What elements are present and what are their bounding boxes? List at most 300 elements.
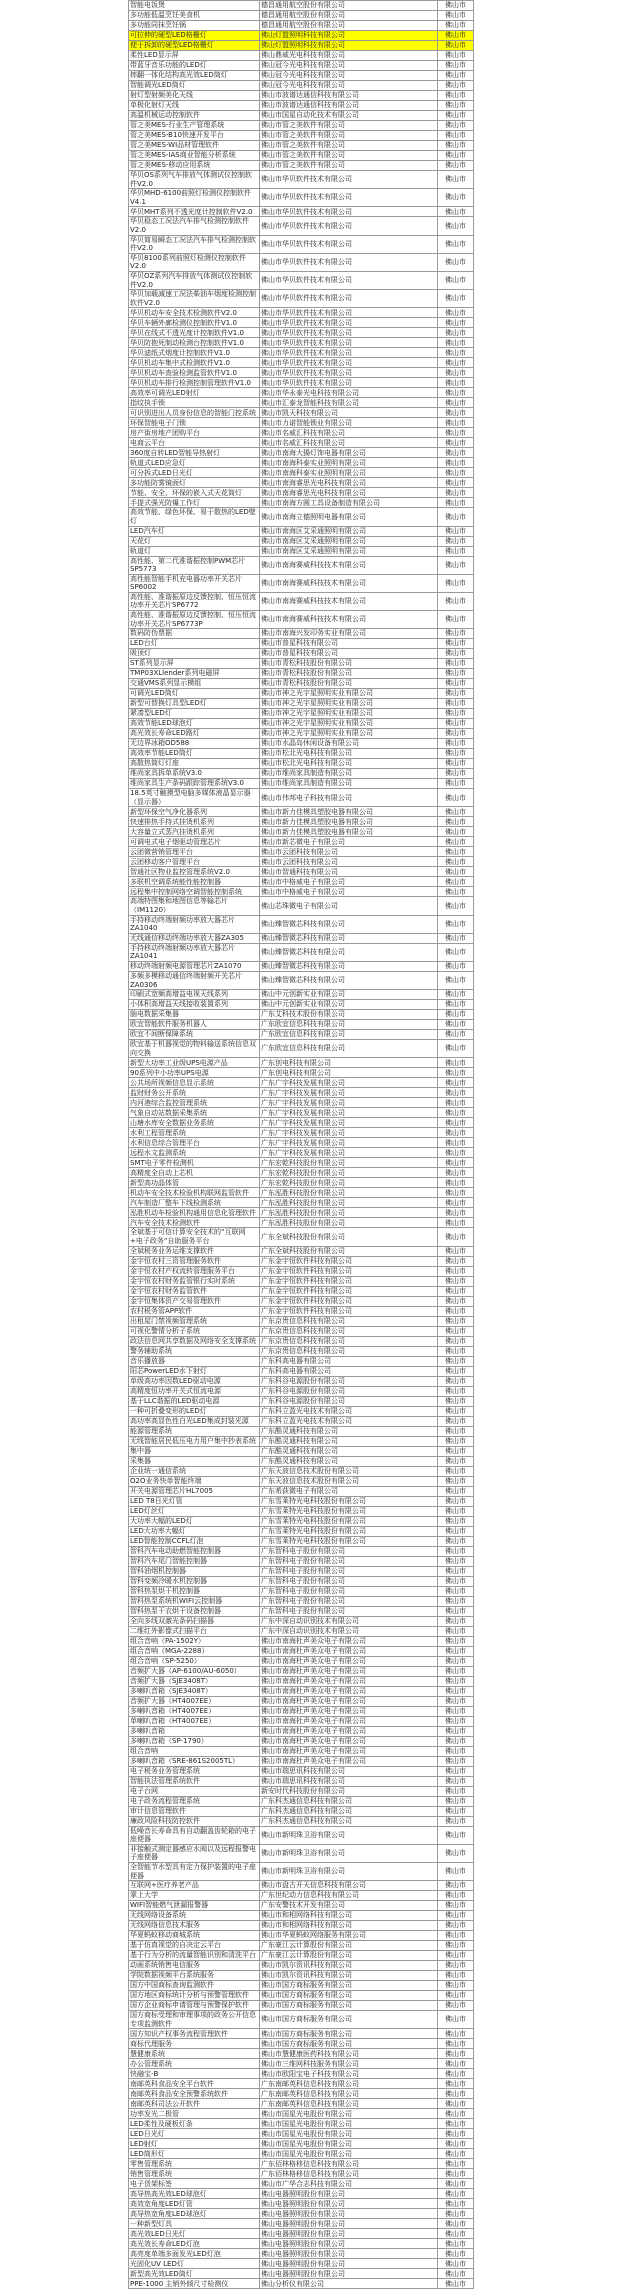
- product-name-cell[interactable]: 华贝机动车集中式检测软件V1.0: [129, 358, 260, 368]
- company-name-cell[interactable]: 佛山电器照明股份有限公司: [260, 2209, 438, 2219]
- city-cell[interactable]: 佛山市: [438, 1416, 474, 1426]
- city-cell[interactable]: 佛山市: [438, 1901, 474, 1911]
- product-name-cell[interactable]: 高导热宽角度LED球泡灯: [129, 2209, 260, 2219]
- city-cell[interactable]: 佛山市: [438, 1746, 474, 1756]
- product-name-cell[interactable]: 华贝机动车排行检测控制管理软件V1.0: [129, 378, 260, 388]
- product-name-cell[interactable]: 国方企业商标申请管理与预警保护软件: [129, 2001, 260, 2011]
- product-name-cell[interactable]: 欧宜不间断保障系统: [129, 1030, 260, 1040]
- product-name-cell[interactable]: WIFI智能燃气泄漏报警器: [129, 1901, 260, 1911]
- product-name-cell[interactable]: 轨道式LED应急灯: [129, 458, 260, 468]
- company-name-cell[interactable]: 广东世纪动力信息科技有限公司: [260, 1891, 438, 1901]
- product-name-cell[interactable]: 一种可折叠变形的LED灯: [129, 1406, 260, 1416]
- product-name-cell[interactable]: 新型大功率工业级UPS电源产品: [129, 1058, 260, 1068]
- product-name-cell[interactable]: 便于拆卸的硬型LED格栅灯: [129, 41, 260, 51]
- city-cell[interactable]: 佛山市: [438, 448, 474, 458]
- city-cell[interactable]: 佛山市: [438, 2249, 474, 2259]
- company-name-cell[interactable]: 佛山市青松科技股份有限公司: [260, 659, 438, 669]
- city-cell[interactable]: 佛山市: [438, 388, 474, 398]
- company-name-cell[interactable]: 佛山市国方商标服务有限公司: [260, 2001, 438, 2011]
- city-cell[interactable]: 佛山市: [438, 2059, 474, 2069]
- company-name-cell[interactable]: 佛山市水晶岛休闲设备有限公司: [260, 739, 438, 749]
- city-cell[interactable]: 佛山市: [438, 428, 474, 438]
- city-cell[interactable]: 佛山市: [438, 837, 474, 847]
- company-name-cell[interactable]: 佛山市国星自动化技术有限公司: [260, 111, 438, 121]
- company-name-cell[interactable]: 广东金宇恒软件科技有限公司: [260, 1266, 438, 1276]
- city-cell[interactable]: 佛山市: [438, 235, 474, 253]
- product-name-cell[interactable]: 互联网+医疗养老产品: [129, 1881, 260, 1891]
- company-name-cell[interactable]: 广东科立盈光电技术有限公司: [260, 1416, 438, 1426]
- city-cell[interactable]: 佛山市: [438, 1971, 474, 1981]
- product-name-cell[interactable]: 印刷式宽频高增益电视天线系列: [129, 990, 260, 1000]
- company-name-cell[interactable]: 佛山市南海区艾采通照明有限公司: [260, 526, 438, 536]
- product-name-cell[interactable]: SMT电子零件检测机: [129, 1158, 260, 1168]
- product-name-cell[interactable]: 脑电数据采集器: [129, 1010, 260, 1020]
- company-name-cell[interactable]: 佛山冠今光电科技有限公司: [260, 71, 438, 81]
- product-name-cell[interactable]: 高效率可调光LED射灯: [129, 388, 260, 398]
- company-name-cell[interactable]: 广东豪江云计算股份有限公司: [260, 1951, 438, 1961]
- product-name-cell[interactable]: 数码防伪票据: [129, 629, 260, 639]
- company-name-cell[interactable]: 佛山市瑞思讯科技有限公司: [260, 1776, 438, 1786]
- city-cell[interactable]: 佛山市: [438, 1891, 474, 1901]
- city-cell[interactable]: 佛山市: [438, 1118, 474, 1128]
- product-name-cell[interactable]: 大容量立式蒸汽挂烫机系列: [129, 827, 260, 837]
- city-cell[interactable]: 佛山市: [438, 1188, 474, 1198]
- city-cell[interactable]: 佛山市: [438, 1068, 474, 1078]
- company-name-cell[interactable]: 佛山市华贝软件技术有限公司: [260, 189, 438, 207]
- product-name-cell[interactable]: 管之美MES-B10快速开发平台: [129, 131, 260, 141]
- product-name-cell[interactable]: 水利信息综合管理平台: [129, 1138, 260, 1148]
- city-cell[interactable]: 佛山市: [438, 1198, 474, 1208]
- company-name-cell[interactable]: 佛山市盘古开天信息科技有限公司: [260, 1881, 438, 1891]
- company-name-cell[interactable]: 佛山市国星光电股份有限公司: [260, 2129, 438, 2139]
- city-cell[interactable]: 佛山市: [438, 21, 474, 31]
- product-name-cell[interactable]: 房产街房地产团购平台: [129, 428, 260, 438]
- city-cell[interactable]: 佛山市: [438, 1676, 474, 1686]
- company-name-cell[interactable]: 佛山市南海杜声美众电子有限公司: [260, 1656, 438, 1666]
- product-name-cell[interactable]: 高精度全自动上芯机: [129, 1168, 260, 1178]
- company-name-cell[interactable]: 广东艾科技术股份有限公司: [260, 1010, 438, 1020]
- city-cell[interactable]: 佛山市: [438, 290, 474, 308]
- city-cell[interactable]: 佛山市: [438, 1666, 474, 1676]
- company-name-cell[interactable]: 佛山电器照明股份有限公司: [260, 2199, 438, 2209]
- city-cell[interactable]: 佛山市: [438, 91, 474, 101]
- product-name-cell[interactable]: 高效节能、绿色环保、易于散热的LED壁灯: [129, 508, 260, 526]
- company-name-cell[interactable]: 佛山市南海杜声美众电子有限公司: [260, 1746, 438, 1756]
- company-name-cell[interactable]: 广东泓胜科技股份有限公司: [260, 1208, 438, 1218]
- product-name-cell[interactable]: 维尚家具生产条码跟踪管理系统V3.0: [129, 779, 260, 789]
- city-cell[interactable]: 佛山市: [438, 1306, 474, 1316]
- company-name-cell[interactable]: 广东智科电子股份有限公司: [260, 1606, 438, 1616]
- city-cell[interactable]: 佛山市: [438, 2159, 474, 2169]
- city-cell[interactable]: 佛山市: [438, 1256, 474, 1266]
- company-name-cell[interactable]: 佛山市南海科泰实业照明有限公司: [260, 458, 438, 468]
- company-name-cell[interactable]: 佛山臻智微芯科技有限公司: [260, 972, 438, 990]
- city-cell[interactable]: 佛山市: [438, 990, 474, 1000]
- product-name-cell[interactable]: 开关电源管理芯片HL7005: [129, 1486, 260, 1496]
- product-name-cell[interactable]: 高导热高光效LED球泡灯: [129, 2189, 260, 2199]
- city-cell[interactable]: 佛山市: [438, 1941, 474, 1951]
- company-name-cell[interactable]: 佛山电器照明股份有限公司: [260, 2219, 438, 2229]
- company-name-cell[interactable]: 广东金宇恒软件科技有限公司: [260, 1306, 438, 1316]
- product-name-cell[interactable]: 电子政务流程管理系统: [129, 1796, 260, 1806]
- company-name-cell[interactable]: 佛山电器照明股份有限公司: [260, 2249, 438, 2259]
- company-name-cell[interactable]: 广东智科电子股份有限公司: [260, 1546, 438, 1556]
- company-name-cell[interactable]: 广东智科电子股份有限公司: [260, 1566, 438, 1576]
- product-name-cell[interactable]: 智科热泵干衣烘干设备控制器: [129, 1606, 260, 1616]
- product-name-cell[interactable]: 智科汽车尾门智能控制器: [129, 1556, 260, 1566]
- city-cell[interactable]: 佛山市: [438, 1078, 474, 1088]
- city-cell[interactable]: 佛山市: [438, 1626, 474, 1636]
- city-cell[interactable]: 佛山市: [438, 1921, 474, 1931]
- company-name-cell[interactable]: 广东京贵信息科技有限公司: [260, 1336, 438, 1346]
- city-cell[interactable]: 佛山市: [438, 378, 474, 388]
- city-cell[interactable]: 佛山市: [438, 1058, 474, 1068]
- company-name-cell[interactable]: 广东广宇科技发展有限公司: [260, 1088, 438, 1098]
- city-cell[interactable]: 佛山市: [438, 2209, 474, 2219]
- company-name-cell[interactable]: 佛山市南海杜声美众电子有限公司: [260, 1756, 438, 1766]
- city-cell[interactable]: 佛山市: [438, 171, 474, 189]
- product-name-cell[interactable]: 高效宽角度LED灯管: [129, 2199, 260, 2209]
- city-cell[interactable]: 佛山市: [438, 1426, 474, 1436]
- company-name-cell[interactable]: 佛山市南海赛威科技技术有限公司: [260, 556, 438, 574]
- product-name-cell[interactable]: 办公管理系统: [129, 2059, 260, 2069]
- company-name-cell[interactable]: 佛山市汇泰龙智能科技有限公司: [260, 398, 438, 408]
- company-name-cell[interactable]: 广东天波信息技术股份有限公司: [260, 1476, 438, 1486]
- company-name-cell[interactable]: 广东科杰通信息科技有限公司: [260, 1816, 438, 1826]
- city-cell[interactable]: 佛山市: [438, 847, 474, 857]
- city-cell[interactable]: 佛山市: [438, 699, 474, 709]
- company-name-cell[interactable]: 佛山臻智微芯科技有限公司: [260, 962, 438, 972]
- product-name-cell[interactable]: 华贝OS系列气车排放气体测试仪控制软件V2.0: [129, 171, 260, 189]
- city-cell[interactable]: 佛山市: [438, 368, 474, 378]
- company-name-cell[interactable]: 佛山市南海科泰实业照明有限公司: [260, 468, 438, 478]
- company-name-cell[interactable]: 佛山市华贝软件技术有限公司: [260, 207, 438, 217]
- product-name-cell[interactable]: 高性能、准谐振原边反馈控制、恒压恒流功率开关芯片SP6772: [129, 592, 260, 610]
- city-cell[interactable]: 佛山市: [438, 1796, 474, 1806]
- company-name-cell[interactable]: 佛山冠今光电科技有限公司: [260, 61, 438, 71]
- product-name-cell[interactable]: 音乐播放器: [129, 1356, 260, 1366]
- city-cell[interactable]: 佛山市: [438, 556, 474, 574]
- company-name-cell[interactable]: 佛山电器照明股份有限公司: [260, 2189, 438, 2199]
- company-name-cell[interactable]: 广东希荻微电子有限公司: [260, 1486, 438, 1496]
- company-name-cell[interactable]: 广东智科电子股份有限公司: [260, 1596, 438, 1606]
- product-name-cell[interactable]: 多功能同抹烹饪锅: [129, 21, 260, 31]
- company-name-cell[interactable]: 广东雪莱特光电科技股份有限公司: [260, 1536, 438, 1546]
- product-name-cell[interactable]: 快速排热手持式挂烫机系列: [129, 817, 260, 827]
- city-cell[interactable]: 佛山市: [438, 161, 474, 171]
- company-name-cell[interactable]: 广东智科电子股份有限公司: [260, 1576, 438, 1586]
- city-cell[interactable]: 佛山市: [438, 1646, 474, 1656]
- city-cell[interactable]: 佛山市: [438, 338, 474, 348]
- product-name-cell[interactable]: 智科变频冷暖水机控制器: [129, 1576, 260, 1586]
- city-cell[interactable]: 佛山市: [438, 1228, 474, 1246]
- product-name-cell[interactable]: 金宇恒农村产权流转管理服务平台: [129, 1266, 260, 1276]
- company-name-cell[interactable]: 佛山市青松科技股份有限公司: [260, 679, 438, 689]
- product-name-cell[interactable]: 360度自转LED智能导热射灯: [129, 448, 260, 458]
- city-cell[interactable]: 佛山市: [438, 1476, 474, 1486]
- city-cell[interactable]: 佛山市: [438, 121, 474, 131]
- city-cell[interactable]: 佛山市: [438, 1606, 474, 1616]
- product-name-cell[interactable]: 无线智能居民低压电力用户集中抄表系统: [129, 1436, 260, 1446]
- product-name-cell[interactable]: LED智能控制CCFL灯泡: [129, 1536, 260, 1546]
- city-cell[interactable]: 佛山市: [438, 915, 474, 933]
- product-name-cell[interactable]: 智能执法管理系统软件: [129, 1776, 260, 1786]
- company-name-cell[interactable]: 佛山市松北光电科技有限公司: [260, 759, 438, 769]
- city-cell[interactable]: 佛山市: [438, 877, 474, 887]
- company-name-cell[interactable]: 佛山市华夏蚂蚁网络服务有限公司: [260, 1931, 438, 1941]
- city-cell[interactable]: 佛山市: [438, 1010, 474, 1020]
- product-name-cell[interactable]: 山塘水库安全数据业务系统: [129, 1118, 260, 1128]
- product-name-cell[interactable]: 出租屋门禁视频管理系统: [129, 1316, 260, 1326]
- product-name-cell[interactable]: 水利工程管理系统: [129, 1128, 260, 1138]
- city-cell[interactable]: 佛山市: [438, 1, 474, 11]
- company-name-cell[interactable]: 佛山市南海杜声美众电子有限公司: [260, 1646, 438, 1656]
- product-name-cell[interactable]: LED射灯: [129, 2139, 260, 2149]
- city-cell[interactable]: 佛山市: [438, 789, 474, 807]
- company-name-cell[interactable]: 广东科杰通信息科技有限公司: [260, 1796, 438, 1806]
- company-name-cell[interactable]: 佛山市华贝软件技术有限公司: [260, 358, 438, 368]
- city-cell[interactable]: 佛山市: [438, 1466, 474, 1476]
- product-name-cell[interactable]: 新型高功晶体管: [129, 1178, 260, 1188]
- product-name-cell[interactable]: 天花灯: [129, 536, 260, 546]
- company-name-cell[interactable]: 佛山市南海睿思光电科技有限公司: [260, 478, 438, 488]
- company-name-cell[interactable]: 佛山灯盟照明科技有限公司: [260, 31, 438, 41]
- city-cell[interactable]: 佛山市: [438, 817, 474, 827]
- city-cell[interactable]: 佛山市: [438, 1826, 474, 1844]
- city-cell[interactable]: 佛山市: [438, 1816, 474, 1826]
- product-name-cell[interactable]: 高温机械运动控制软件: [129, 111, 260, 121]
- company-name-cell[interactable]: 佛山市云团科技有限公司: [260, 857, 438, 867]
- product-name-cell[interactable]: 新型高光效LED筒灯: [129, 2269, 260, 2279]
- product-name-cell[interactable]: 大功率大幅的LED灯: [129, 1516, 260, 1526]
- city-cell[interactable]: 佛山市: [438, 827, 474, 837]
- product-name-cell[interactable]: LED柔性及硬板灯条: [129, 2119, 260, 2129]
- product-name-cell[interactable]: 集中器: [129, 1446, 260, 1456]
- company-name-cell[interactable]: 佛山市华贝软件技术有限公司: [260, 348, 438, 358]
- company-name-cell[interactable]: 佛山市和相网络科技有限公司: [260, 1921, 438, 1931]
- product-name-cell[interactable]: 华贝在线式不透光度计控制软件V1.0: [129, 328, 260, 338]
- product-name-cell[interactable]: 国方商标受理和审理事项的政务公开信息专项监测软件: [129, 2011, 260, 2029]
- product-name-cell[interactable]: 电子货架标签: [129, 2179, 260, 2189]
- product-name-cell[interactable]: 高性能、第二代准谐振控制PWM芯片SP5773: [129, 556, 260, 574]
- product-name-cell[interactable]: 华贝机动车查验检测监管软件V1.0: [129, 368, 260, 378]
- city-cell[interactable]: 佛山市: [438, 81, 474, 91]
- product-name-cell[interactable]: 新型环保空气净化器系列: [129, 807, 260, 817]
- city-cell[interactable]: 佛山市: [438, 2239, 474, 2249]
- product-name-cell[interactable]: 组合音响: [129, 1746, 260, 1756]
- product-name-cell[interactable]: 高效节能LED球泡灯: [129, 719, 260, 729]
- city-cell[interactable]: 佛山市: [438, 1911, 474, 1921]
- company-name-cell[interactable]: 佛山市南海立德照明电器有限公司: [260, 508, 438, 526]
- product-name-cell[interactable]: 射灯型射频美化天线: [129, 91, 260, 101]
- company-name-cell[interactable]: 佛山臻智微芯科技有限公司: [260, 915, 438, 933]
- city-cell[interactable]: 佛山市: [438, 526, 474, 536]
- city-cell[interactable]: 佛山市: [438, 1566, 474, 1576]
- city-cell[interactable]: 佛山市: [438, 2029, 474, 2039]
- city-cell[interactable]: 佛山市: [438, 574, 474, 592]
- product-name-cell[interactable]: 无线通信移动终端功率放大器ZA305: [129, 933, 260, 943]
- product-name-cell[interactable]: 销售管理系统: [129, 2169, 260, 2179]
- company-name-cell[interactable]: 广东京贵信息科技有限公司: [260, 1316, 438, 1326]
- product-name-cell[interactable]: 维尚家具拆单系统V3.0: [129, 769, 260, 779]
- company-name-cell[interactable]: 佛山市三维网科技服务有限公司: [260, 2059, 438, 2069]
- company-name-cell[interactable]: 广东广宇科技发展有限公司: [260, 1108, 438, 1118]
- company-name-cell[interactable]: 广东金宇恒软件科技有限公司: [260, 1256, 438, 1266]
- product-name-cell[interactable]: 可分拆式LED日光灯: [129, 468, 260, 478]
- company-name-cell[interactable]: 广东豪江云计算股份有限公司: [260, 1941, 438, 1951]
- product-name-cell[interactable]: 监财财务公开系统: [129, 1088, 260, 1098]
- product-name-cell[interactable]: 华贝加载减速工况法柴油车烟度检测控制软件V2.0: [129, 290, 260, 308]
- city-cell[interactable]: 佛山市: [438, 2189, 474, 2199]
- city-cell[interactable]: 佛山市: [438, 1961, 474, 1971]
- product-name-cell[interactable]: LED灯丝灯: [129, 1506, 260, 1516]
- product-name-cell[interactable]: PPE-1000 主销外倾尺寸检测仪: [129, 2279, 260, 2289]
- city-cell[interactable]: 佛山市: [438, 1148, 474, 1158]
- product-name-cell[interactable]: 高散热筒灯灯座: [129, 759, 260, 769]
- company-name-cell[interactable]: 德昌通用航空股份有限公司: [260, 1, 438, 11]
- company-name-cell[interactable]: 广东酷灵通科技有限公司: [260, 1456, 438, 1466]
- city-cell[interactable]: 佛山市: [438, 418, 474, 428]
- company-name-cell[interactable]: 佛山市南海区艾采通照明有限公司: [260, 536, 438, 546]
- product-name-cell[interactable]: 电子税务业务管理系统: [129, 1766, 260, 1776]
- product-name-cell[interactable]: 审计信息管理软件: [129, 1806, 260, 1816]
- product-name-cell[interactable]: LED汽车灯: [129, 526, 260, 536]
- city-cell[interactable]: 佛山市: [438, 271, 474, 289]
- company-name-cell[interactable]: 广东京贵信息科技有限公司: [260, 1346, 438, 1356]
- company-name-cell[interactable]: 广东创电科技有限公司: [260, 1058, 438, 1068]
- product-name-cell[interactable]: 非接触式测定器感应水阀以及远程报警电子座便器: [129, 1844, 260, 1862]
- city-cell[interactable]: 佛山市: [438, 1981, 474, 1991]
- company-name-cell[interactable]: 广东科立盈光电技术有限公司: [260, 1406, 438, 1416]
- company-name-cell[interactable]: 佛山市中格威电子有限公司: [260, 887, 438, 897]
- product-name-cell[interactable]: 手持移动终端射频功率放大器芯片ZA1040: [129, 915, 260, 933]
- city-cell[interactable]: 佛山市: [438, 1496, 474, 1506]
- company-name-cell[interactable]: 佛山市管之美软件有限公司: [260, 121, 438, 131]
- product-name-cell[interactable]: 无线网络设备系统: [129, 1911, 260, 1921]
- product-name-cell[interactable]: 泓胜机动车检验机构通用信息化管理软件: [129, 1208, 260, 1218]
- city-cell[interactable]: 佛山市: [438, 1098, 474, 1108]
- product-name-cell[interactable]: 90系列中小功率UPS电源: [129, 1068, 260, 1078]
- city-cell[interactable]: 佛山市: [438, 1506, 474, 1516]
- company-name-cell[interactable]: 佛山市新明珠卫浴有限公司: [260, 1862, 438, 1880]
- city-cell[interactable]: 佛山市: [438, 2109, 474, 2119]
- product-name-cell[interactable]: 可调电式电子烟驱动管理芯片: [129, 837, 260, 847]
- company-name-cell[interactable]: 广东京贵信息科技有限公司: [260, 1326, 438, 1336]
- city-cell[interactable]: 佛山市: [438, 141, 474, 151]
- company-name-cell[interactable]: 广东创电科技有限公司: [260, 1068, 438, 1078]
- company-name-cell[interactable]: 广东泓胜科技股份有限公司: [260, 1198, 438, 1208]
- city-cell[interactable]: 佛山市: [438, 1000, 474, 1010]
- city-cell[interactable]: 佛山市: [438, 807, 474, 817]
- product-name-cell[interactable]: 基于LLC谐振的LED驱动电源: [129, 1396, 260, 1406]
- product-name-cell[interactable]: 电子台网: [129, 1786, 260, 1796]
- product-name-cell[interactable]: 学院数据视频平台系统服务: [129, 1971, 260, 1981]
- city-cell[interactable]: 佛山市: [438, 739, 474, 749]
- city-cell[interactable]: 佛山市: [438, 2119, 474, 2129]
- product-name-cell[interactable]: 紧凑型LED灯: [129, 709, 260, 719]
- city-cell[interactable]: 佛山市: [438, 611, 474, 629]
- company-name-cell[interactable]: 广东金宇恒软件科技有限公司: [260, 1296, 438, 1306]
- product-name-cell[interactable]: 商标代理服务: [129, 2039, 260, 2049]
- company-name-cell[interactable]: 德昌通用航空股份有限公司: [260, 21, 438, 31]
- city-cell[interactable]: 佛山市: [438, 2011, 474, 2029]
- company-name-cell[interactable]: 佛山市欧阳宝电子科技有限公司: [260, 2069, 438, 2079]
- company-name-cell[interactable]: 广东天波信息技术股份有限公司: [260, 1466, 438, 1476]
- product-name-cell[interactable]: LED筒形灯: [129, 2149, 260, 2159]
- city-cell[interactable]: 佛山市: [438, 897, 474, 915]
- product-name-cell[interactable]: 全向多线双激光条码扫描器: [129, 1616, 260, 1626]
- company-name-cell[interactable]: 广东泓胜科技股份有限公司: [260, 1188, 438, 1198]
- product-name-cell[interactable]: LED台灯: [129, 639, 260, 649]
- city-cell[interactable]: 佛山市: [438, 2129, 474, 2139]
- company-name-cell[interactable]: 佛山市华贝软件技术有限公司: [260, 328, 438, 338]
- city-cell[interactable]: 佛山市: [438, 1326, 474, 1336]
- city-cell[interactable]: 佛山市: [438, 207, 474, 217]
- company-name-cell[interactable]: 广东雪莱特光电科技股份有限公司: [260, 1506, 438, 1516]
- company-name-cell[interactable]: 佛山市维尚家具制造有限公司: [260, 769, 438, 779]
- company-name-cell[interactable]: 佛山市国星光电股份有限公司: [260, 2119, 438, 2129]
- company-name-cell[interactable]: 佛山市新明珠卫浴有限公司: [260, 1826, 438, 1844]
- product-name-cell[interactable]: 华贝防抱死制动检测台控制软件V1.0: [129, 338, 260, 348]
- city-cell[interactable]: 佛山市: [438, 769, 474, 779]
- product-name-cell[interactable]: 可识别进出人员身份信息的智能门控系统: [129, 408, 260, 418]
- company-name-cell[interactable]: 广东科谷电源股份有限公司: [260, 1396, 438, 1406]
- company-name-cell[interactable]: 广东广宇科技发展有限公司: [260, 1098, 438, 1108]
- product-name-cell[interactable]: 全斌基于可信计算安全技术的“互联网+电子政务”自助服务平台: [129, 1228, 260, 1246]
- product-name-cell[interactable]: 慧健康系统: [129, 2049, 260, 2059]
- city-cell[interactable]: 佛山市: [438, 1526, 474, 1536]
- product-name-cell[interactable]: 智科汽车电动助燃智能控制器: [129, 1546, 260, 1556]
- product-name-cell[interactable]: 汽车安全技术检测软件: [129, 1218, 260, 1228]
- product-name-cell[interactable]: 云团移动客户管理平台: [129, 857, 260, 867]
- city-cell[interactable]: 佛山市: [438, 358, 474, 368]
- product-name-cell[interactable]: 手持移动终端射频功率放大器芯片ZA1041: [129, 943, 260, 961]
- product-name-cell[interactable]: 手提式强光防爆工作灯: [129, 498, 260, 508]
- city-cell[interactable]: 佛山市: [438, 151, 474, 161]
- city-cell[interactable]: 佛山市: [438, 51, 474, 61]
- product-name-cell[interactable]: 高光效长寿命LED灯泡: [129, 2239, 260, 2249]
- company-name-cell[interactable]: 佛山市神之光宇星照明实业有限公司: [260, 689, 438, 699]
- city-cell[interactable]: 佛山市: [438, 1786, 474, 1796]
- company-name-cell[interactable]: 佛山市华贝软件技术有限公司: [260, 271, 438, 289]
- company-name-cell[interactable]: 佛山市华贝软件技术有限公司: [260, 378, 438, 388]
- product-name-cell[interactable]: 新型可替换灯具型LED灯: [129, 699, 260, 709]
- product-name-cell[interactable]: 高端特图集和地图信息等输芯片（IM1120）: [129, 897, 260, 915]
- product-name-cell[interactable]: 金宇恒农村三资管理服务软件: [129, 1256, 260, 1266]
- product-name-cell[interactable]: 南邮英科司法公开软件: [129, 2099, 260, 2109]
- product-name-cell[interactable]: 采集器: [129, 1456, 260, 1466]
- product-name-cell[interactable]: 国方地区商标统计分析与预警管理软件: [129, 1991, 260, 2001]
- product-name-cell[interactable]: 华贝MHT系列不透光度计控制软件V2.0: [129, 207, 260, 217]
- city-cell[interactable]: 佛山市: [438, 1266, 474, 1276]
- company-name-cell[interactable]: 广东广宇科技发展有限公司: [260, 1078, 438, 1088]
- company-name-cell[interactable]: 广东科谷电源股份有限公司: [260, 1386, 438, 1396]
- product-name-cell[interactable]: 高效率节能LED筒灯: [129, 749, 260, 759]
- company-name-cell[interactable]: 广东科杰通信息科技有限公司: [260, 1806, 438, 1816]
- company-name-cell[interactable]: 佛山市南海大揚灯饰电器有限公司: [260, 448, 438, 458]
- company-name-cell[interactable]: 广东全斌科技股份有限公司: [260, 1228, 438, 1246]
- city-cell[interactable]: 佛山市: [438, 689, 474, 699]
- product-name-cell[interactable]: 南邮英科食品安全平台软件: [129, 2079, 260, 2089]
- company-name-cell[interactable]: 广东广宇科技发展有限公司: [260, 1128, 438, 1138]
- company-name-cell[interactable]: 德昌通用航空股份有限公司: [260, 11, 438, 21]
- product-name-cell[interactable]: 高性能、准谐振原边反馈控制、恒压恒流功率开关芯片SP6773P: [129, 611, 260, 629]
- product-name-cell[interactable]: 轨道灯: [129, 546, 260, 556]
- product-name-cell[interactable]: 多喇叭音箱（HT4007EE）: [129, 1706, 260, 1716]
- city-cell[interactable]: 佛山市: [438, 1128, 474, 1138]
- product-name-cell[interactable]: 多喇叭音箱: [129, 1726, 260, 1736]
- product-name-cell[interactable]: 智能电饭煲: [129, 1, 260, 11]
